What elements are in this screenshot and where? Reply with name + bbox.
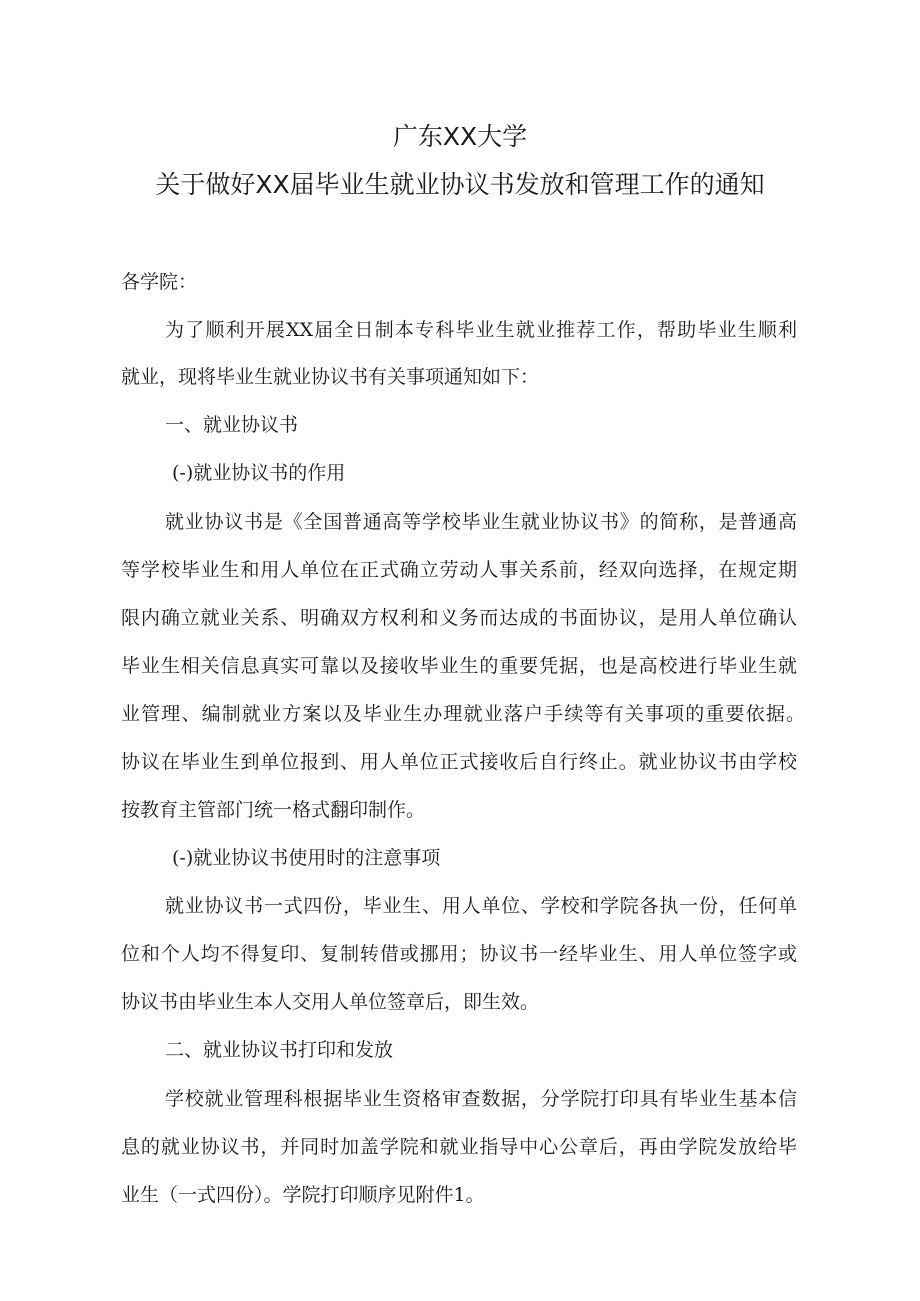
paragraph-line: 业生（一式四份）。学院打印顺序见附件1。 [121, 1184, 485, 1206]
paragraph-line: 协议书由毕业生本人交用人单位签章后，即生效。 [121, 991, 540, 1013]
university-title: 广东XX大学 [392, 122, 528, 151]
paragraph-line: 毕业生相关信息真实可靠以及接收毕业生的重要凭据，也是高校进行毕业生就 [121, 655, 797, 677]
notice-title: 关于做好XX届毕业生就业协议书发放和管理工作的通知 [155, 170, 765, 199]
paragraph-line: 等学校毕业生和用人单位在正式确立劳动人事关系前，经双向选择，在规定期 [121, 559, 797, 581]
paragraph-line: 协议在毕业生到单位报到、用人单位正式接收后自行终止。就业协议书由学校 [121, 751, 797, 773]
subsection-heading: (-)就业协议书使用时的注意事项 [172, 847, 441, 869]
paragraph-line: 息的就业协议书，并同时加盖学院和就业指导中心公章后，再由学院发放给毕 [121, 1136, 797, 1158]
paragraph-line: 学校就业管理科根据毕业生资格审查数据，分学院打印具有毕业生基本信 [165, 1088, 797, 1110]
paragraph-line: 就业协议书一式四份，毕业生、用人单位、学校和学院各执一份，任何单 [165, 895, 797, 917]
paragraph-line: 业管理、编制就业方案以及毕业生办理就业落户手续等有关事项的重要依据。 [121, 703, 805, 725]
paragraph-line: 限内确立就业关系、明确双方权利和义务而达成的书面协议，是用人单位确认 [121, 607, 797, 629]
subsection-heading: (-)就业协议书的作用 [172, 462, 346, 484]
section-heading: 一、就业协议书 [165, 414, 299, 436]
paragraph-line: 就业，现将毕业生就业协议书有关事项通知如下： [121, 366, 540, 388]
paragraph-line: 按教育主管部门统一格式翻印制作。 [121, 799, 426, 821]
section-heading: 二、就业协议书打印和发放 [165, 1039, 394, 1061]
salutation: 各学院： [121, 271, 198, 293]
paragraph-line: 就业协议书是《全国普通高等学校毕业生就业协议书》的简称，是普通高 [165, 511, 797, 533]
paragraph-line: 位和个人均不得复印、复制转借或挪用；协议书一经毕业生、用人单位签字或 [121, 943, 797, 965]
paragraph-line: 为了顺利开展XX届全日制本专科毕业生就业推荐工作，帮助毕业生顺利 [165, 319, 797, 341]
